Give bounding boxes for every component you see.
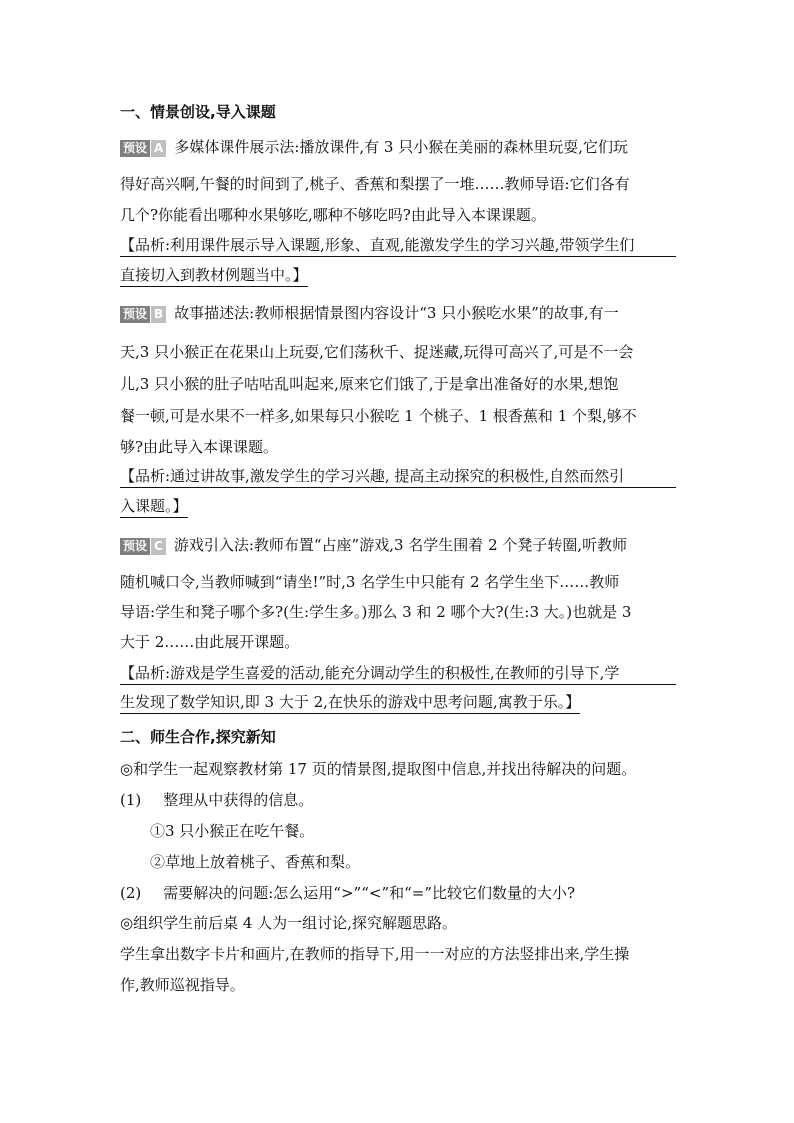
preset-a-badge: 预设 A	[120, 140, 166, 157]
preset-b-badge: 预设 B	[120, 306, 166, 323]
preset-c-note-1: 【品析:游戏是学生喜爱的活动,能充分调动学生的积极性,在教师的引导下,学	[120, 662, 676, 685]
preset-a-line-1: 预设 A 多媒体课件展示法:播放课件,有 3 只小猴在美丽的森林里玩耍,它们玩	[120, 136, 628, 158]
list-item-1-number: (1)	[120, 791, 142, 809]
group-discussion-paragraph: ◎组织学生前后桌 4 人为一组讨论,探究解题思路。	[120, 914, 457, 932]
preset-b-line-4: 餐一顿,可是水果不一样多,如果每只小猴吃 1 个桃子、1 根香蕉和 1 个梨,够不	[120, 407, 637, 425]
preset-c-line-4: 大于 2……由此展开课题。	[120, 633, 300, 651]
list-item-2	[120, 882, 575, 904]
preset-a-note-2: 直接切入到教材例题当中。】	[120, 264, 308, 287]
preset-c-badge: 预设 C	[120, 538, 166, 555]
sub-item-1: ①3 只小猴正在吃午餐。	[150, 822, 315, 840]
list-item-2-number: (2)	[120, 884, 142, 902]
preset-a-line-3: 几个?你能看出哪种水果够吃,哪种不够吃吗?由此导入本课课题。	[120, 206, 546, 224]
preset-c-line-3: 导语:学生和凳子哪个多?(生:学生多。)那么 3 和 2 哪个大?(生:3 大。)也就是 3	[120, 603, 632, 621]
preset-b-note-1: 【品析:通过讲故事,激发学生的学习兴趣, 提高主动探究的积极性,自然而然引	[120, 465, 676, 488]
preset-b-line-2: 天,3 只小猴正在花果山上玩耍,它们荡秋千、捉迷藏,玩得可高兴了,可是不一会	[120, 343, 634, 361]
preset-b-note-2: 入课题。】	[120, 495, 188, 518]
sub-item-2: ②草地上放着桃子、香蕉和梨。	[150, 853, 361, 871]
list-item-1	[120, 789, 313, 811]
observe-paragraph: ◎和学生一起观察教材第 17 页的情景图,提取图中信息,并找出待解决的问题。	[120, 760, 637, 778]
operation-paragraph-line-1: 学生拿出数字卡片和画片,在教师的指导下,用一一对应的方法竖排出来,学生操	[120, 945, 630, 963]
preset-a-line-2: 得好高兴啊,午餐的时间到了,桃子、香蕉和梨摆了一堆……教师导语:它们各有	[120, 175, 630, 193]
list-item-1-text: 整理从中获得的信息。	[163, 791, 314, 809]
section-2-heading: 二、师生合作,探究新知	[120, 728, 276, 746]
preset-b-line-1: 预设 B 故事描述法:教师根据情景图内容设计“3 只小猴吃水果”的故事,有一	[120, 302, 619, 324]
preset-b-line-3: 儿,3 只小猴的肚子咕咕乱叫起来,原来它们饿了,于是拿出准备好的水果,想饱	[120, 375, 619, 393]
preset-c-note-2: 生发现了数学知识,即 3 大于 2,在快乐的游戏中思考问题,寓教于乐。】	[120, 691, 580, 714]
preset-a-note-1: 【品析:利用课件展示导入课题,形象、直观,能激发学生的学习兴趣,带领学生们	[120, 234, 676, 257]
preset-b-line-5: 够?由此导入本课课题。	[120, 438, 279, 456]
list-item-2-text: 需要解决的问题:怎么运用“>”“<”和“=”比较它们数量的大小?	[163, 884, 576, 902]
preset-c-line-2: 随机喊口令,当教师喊到“请坐!”时,3 名学生中只能有 2 名学生坐下……教师	[120, 573, 620, 591]
operation-paragraph-line-2: 作,教师巡视指导。	[120, 976, 245, 994]
preset-c-line-1: 预设 C 游戏引入法:教师布置“占座”游戏,3 名学生围着 2 个凳子转圈,听教师	[120, 534, 627, 556]
section-1-heading: 一、情景创设,导入课题	[120, 103, 276, 121]
